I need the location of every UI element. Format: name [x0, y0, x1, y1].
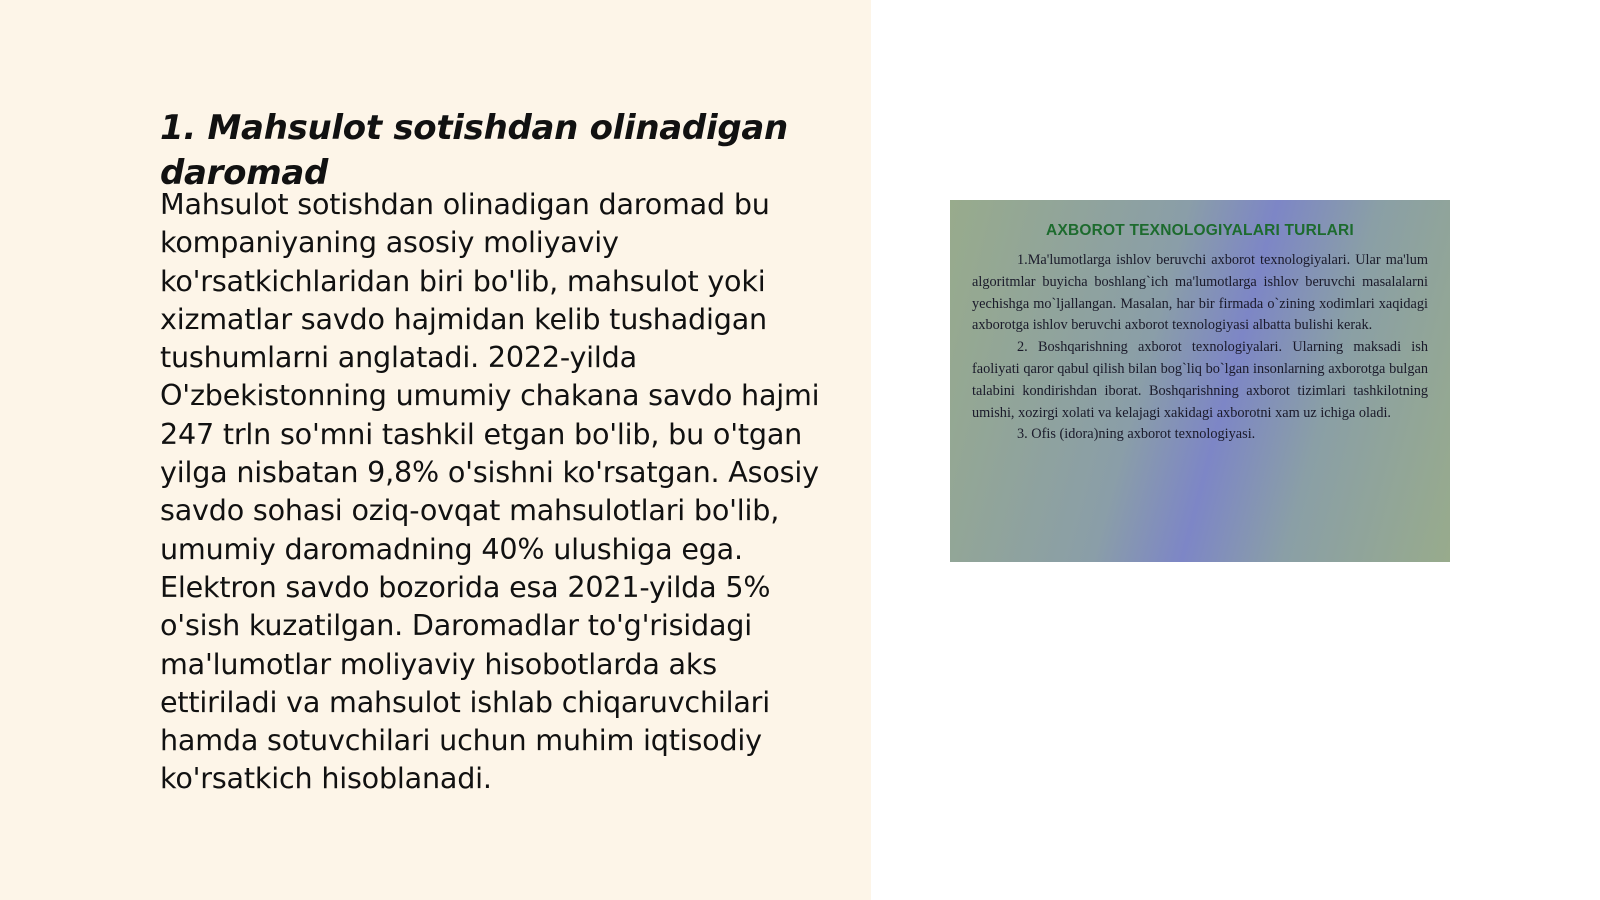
text-image-figure: [950, 200, 1450, 562]
slide-body-text: Mahsulot sotishdan olinadigan daromad bu kompaniyaning asosiy moliyaviy ko'rsatkichlaridan biri bo'lib, mahsulot yoki xizmatlar savdo hajmidan kelib tushadigan tushumlarni anglatadi. 2022-yilda O'zbekistonning umumiy chakana savdo hajmi 247 trln so'mni tashkil etgan bo'lib, bu o'tgan yilga nisbatan 9,8% o'sishni ko'rsatgan. Asosiy savdo sohasi oziq-ovqat mahsulotlari bo'lib, umumiy daromadning 40% ulushiga ega. Elektron savdo bozorida esa 2021-yilda 5% o'sish kuzatilgan. Daromadlar to'g'risidagi ma'lumotlar moliyaviy hisobotlarda aks ettiriladi va mahsulot ishlab chiqaruvchilari hamda sotuvchilari uchun muhim iqtisodiy ko'rsatkich hisoblanadi.: [160, 187, 820, 796]
figure-paragraph-1: 1.Ma'lumotlarga ishlov beruvchi axborot texnologiyalari. Ular ma'lum algoritmlar buyicha boshlang`ich ma'lumotlarga ishlov beruvchi masalalarni yechishga mo`ljallangan. Masalan, har bir firmada o`zining xodimlari xaqidagi axborotga ishlov beruvchi axborot texnologiyasi albatta bulishi kerak.: [972, 252, 1428, 334]
figure-paragraph-3: 3. Ofis (idora)ning axborot texnologiyasi.: [1017, 426, 1256, 443]
figure-heading: AXBOROT TEXNOLOGIYALARI TURLARI: [1046, 222, 1354, 239]
slide-title: 1. Mahsulot sotishdan olinadigan daromad: [160, 108, 788, 193]
figure-paragraph-2: 2. Boshqarishning axborot texnologiyalari. Ularning maksadi ish faoliyati qaror qabul qilish bilan bog`liq bo`lgan insonlarning axborotga bulgan talabini kondirishdan iborat. Boshqarishning axborot tizimlari tashkilotning umishi, xozirgi xolati va kelajagi xakidagi axborotni xam uz ichiga oladi.: [972, 339, 1428, 421]
